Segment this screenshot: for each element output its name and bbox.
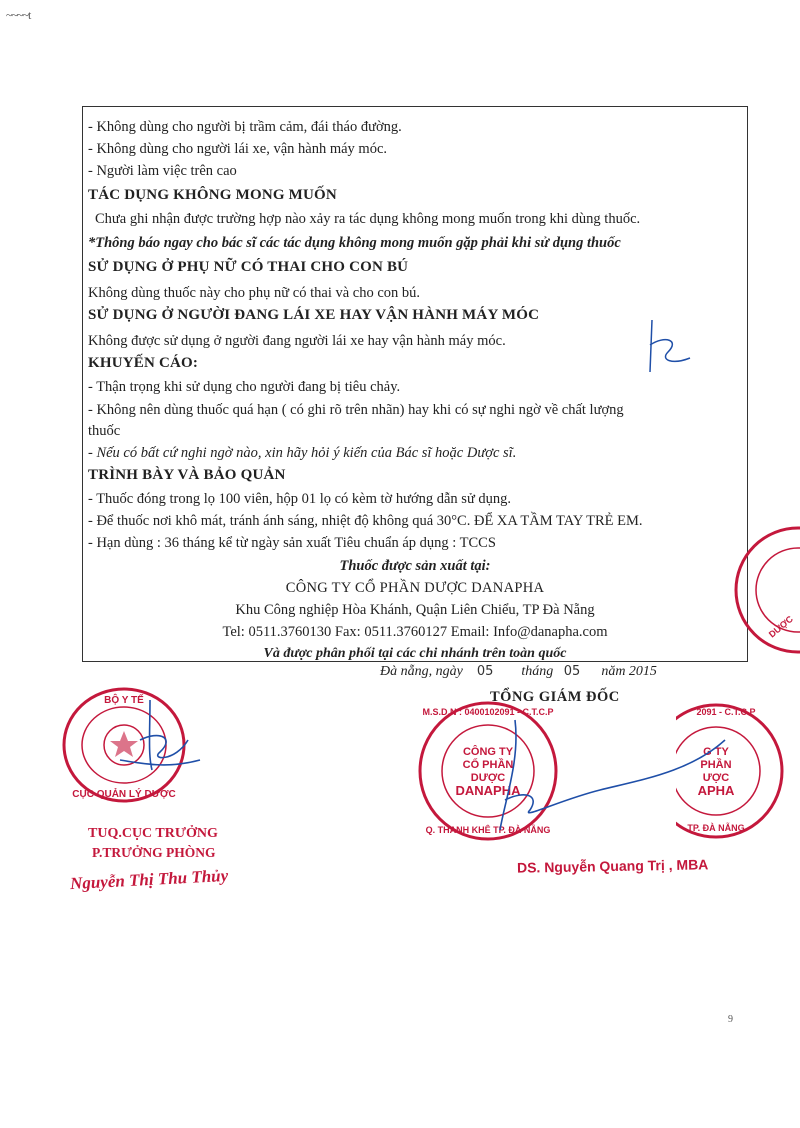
edge-stamp-text: DƯỢC	[766, 613, 795, 640]
line-driving: Không được sử dụng ở người đang người lái xe hay vận hành máy móc.	[88, 333, 506, 349]
center-stamp-ring-bottom: Q. THANH KHÊ TP. ĐÀ NẴNG	[425, 825, 551, 835]
center-stamp-line3: DƯỢC	[470, 772, 506, 784]
date-month-label: tháng	[521, 664, 554, 679]
manufacturer-address: Khu Công nghiệp Hòa Khánh, Quận Liên Chiểu, TP Đà Nẵng	[235, 602, 595, 618]
left-stamp	[58, 685, 198, 805]
left-stamp-bottom: CỤC QUẢN LÝ DƯỢC	[72, 789, 176, 800]
left-signer-name: Nguyễn Thị Thu Thủy	[69, 865, 229, 894]
center-stamp-line2: CỔ PHẦN	[462, 759, 514, 771]
right-stamp-ring-bottom: TP. ĐÀ NẴNG	[687, 823, 745, 833]
corner-mark	[6, 8, 31, 23]
line-3: - Người làm việc trên cao	[88, 163, 237, 179]
corner-mark-text: t	[27, 8, 32, 22]
line-notify-doctor: *Thông báo ngay cho bác sĩ các tác dụng không mong muốn gặp phải khi sử dụng thuốc	[88, 235, 621, 251]
heading-presentation: TRÌNH BÀY VÀ BẢO QUẢN	[88, 467, 286, 483]
date-day: 05	[476, 664, 494, 679]
corner-scribble: ~ ~ ~ ~	[6, 8, 28, 22]
line-warning-2b: thuốc	[88, 423, 121, 439]
right-stamp-line2: PHẦN	[700, 759, 732, 771]
line-warning-1: - Thận trọng khi sử dụng cho người đang bị tiêu chảy.	[88, 379, 401, 395]
heading-driving: SỬ DỤNG Ở NGƯỜI ĐANG LÁI XE HAY VẬN HÀNH MÁY MÓC	[88, 307, 540, 323]
right-stamp-line1: G TY	[703, 746, 729, 758]
page-number: 9	[728, 1014, 733, 1025]
director-title: TỔNG GIÁM ĐỐC	[490, 689, 620, 705]
line-2: - Không dùng cho người lái xe, vận hành máy móc.	[88, 141, 388, 157]
director-name: DS. Nguyễn Quang Trị , MBA	[516, 856, 709, 876]
center-stamp-line1: CÔNG TY	[462, 746, 514, 758]
right-stamp-ring-top: 2091 - C.T.C.P	[696, 707, 756, 717]
line-pregnancy: Không dùng thuốc này cho phụ nữ có thai và cho con bú.	[88, 285, 421, 301]
line-warning-2: - Không nên dùng thuốc quá hạn ( có ghi rõ trên nhãn) hay khi có sự nghi ngờ về chất lượng	[88, 402, 624, 418]
heading-pregnancy: SỬ DỤNG Ở PHỤ NỮ CÓ THAI CHO CON BÚ	[88, 259, 409, 275]
line-warning-3: - Nếu có bất cứ nghi ngờ nào, xin hãy hỏi ý kiến của Bác sĩ hoặc Dược sĩ.	[88, 445, 517, 461]
right-stamp	[676, 695, 800, 845]
date-prefix: Đà nẵng, ngày	[380, 664, 463, 679]
right-stamp-line3: ƯỢC	[702, 772, 730, 784]
date-year: năm 2015	[601, 664, 657, 679]
date-month: 05	[563, 664, 581, 679]
signature-date	[380, 664, 657, 680]
distribution-note: Và được phân phối tại các chi nhánh trên toàn quốc	[263, 646, 567, 661]
center-stamp	[410, 695, 570, 845]
left-signer-title-2: P.TRƯỞNG PHÒNG	[92, 845, 216, 860]
manufacturer-company: CÔNG TY CỔ PHẦN DƯỢC DANAPHA	[285, 580, 545, 596]
left-signer-title-1: TUQ.CỤC TRƯỞNG	[88, 826, 218, 841]
line-side-effects: Chưa ghi nhận được trường hợp nào xảy ra tác dụng không mong muốn trong khi dùng thuốc.	[95, 211, 641, 227]
edge-stamp	[728, 520, 800, 660]
heading-side-effects: TÁC DỤNG KHÔNG MONG MUỐN	[88, 187, 337, 203]
center-stamp-line4: DANAPHA	[455, 783, 521, 798]
manufacturer-label: Thuốc được sản xuất tại:	[339, 558, 491, 574]
right-stamp-line4: APHA	[697, 783, 735, 798]
manufacturer-contact: Tel: 0511.3760130 Fax: 0511.3760127 Email: Info@danapha.com	[222, 624, 608, 640]
line-storage: - Để thuốc nơi khô mát, tránh ánh sáng, nhiệt độ không quá 30°C. ĐỂ XA TẦM TAY TRẺ EM.	[88, 513, 643, 529]
line-1: - Không dùng cho người bị trầm cảm, đái tháo đường.	[88, 119, 402, 135]
line-expiry: - Hạn dùng : 36 tháng kể từ ngày sản xuất Tiêu chuẩn áp dụng : TCCS	[88, 535, 496, 551]
left-stamp-top: BỘ Y TẾ	[104, 695, 144, 706]
line-packaging: - Thuốc đóng trong lọ 100 viên, hộp 01 lọ có kèm tờ hướng dẫn sử dụng.	[88, 491, 512, 507]
center-stamp-ring-top: M.S.D.N : 0400102091 - C.T.C.P	[422, 707, 554, 717]
heading-warnings: KHUYẾN CÁO:	[88, 355, 199, 371]
